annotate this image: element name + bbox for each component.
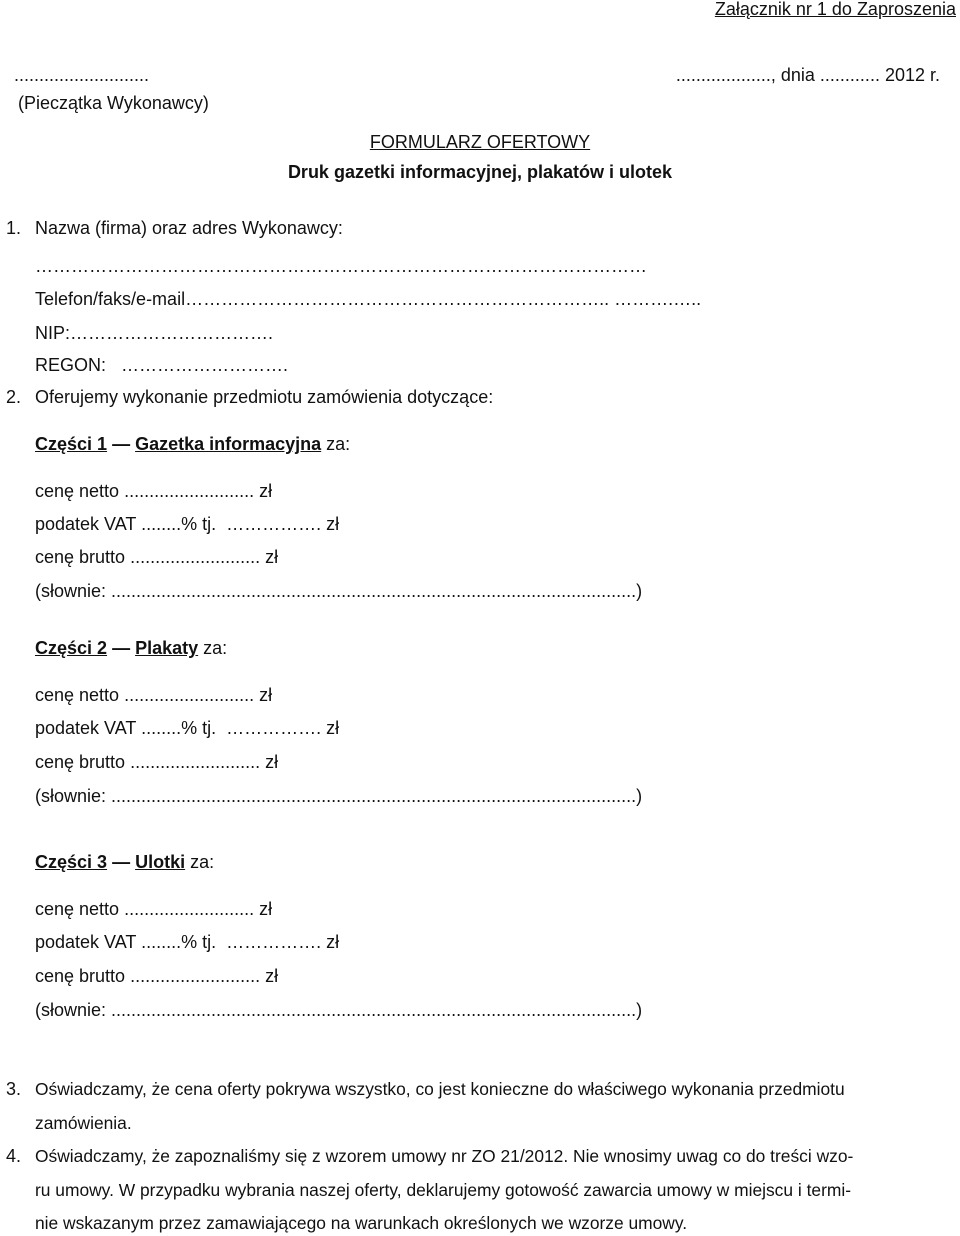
section4-line: Oświadczamy, że zapoznaliśmy się z wzorem umowy nr ZO 21/2012. Nie wnosimy uwag co do treści wzo- [35,1146,854,1166]
section2-label: Oferujemy wykonanie przedmiotu zamówienia dotyczące: [35,387,494,407]
section4-line: ru umowy. W przypadku wybrania naszej oferty, deklarujemy gotowość zawarcia umowy w miejscu i termi- [35,1180,852,1200]
part-name: Ulotki [135,852,186,872]
part-za: za: [321,434,351,454]
in-words-field[interactable]: (słownie: .........................................................................................................) [35,786,643,806]
part-heading [35,433,350,455]
part-heading [35,851,214,873]
attachment-label: Załącznik nr 1 do Zaproszenia [714,0,956,19]
in-words-field[interactable]: (słownie: .........................................................................................................) [35,1000,643,1020]
part-za: za: [185,852,215,872]
section4-number: 4. [6,1146,22,1166]
part-number: Części 1 [35,434,108,454]
part-za: za: [198,638,228,658]
part-dash: — [112,852,131,872]
section3-line: Oświadczamy, że cena oferty pokrywa wszystko, co jest konieczne do właściwego wykonania przedmiotu [35,1079,845,1099]
page-title: FORMULARZ OFERTOWY [369,132,591,152]
section3-line: zamówienia. [35,1113,132,1133]
part-number: Części 3 [35,852,108,872]
page-subtitle: Druk gazetki informacyjnej, plakatów i ulotek [287,162,673,182]
vat-field[interactable]: podatek VAT ........% tj. ……………. zł [35,514,340,534]
section2-number: 2. [6,387,22,407]
part-dash: — [112,434,131,454]
contact-field[interactable]: Telefon/faks/e-mail…………………………………………………………….. ……….….. [35,289,702,309]
part-name: Plakaty [135,638,199,658]
gross-price-field[interactable]: cenę brutto .......................... zł [35,547,279,567]
net-price-field[interactable]: cenę netto .......................... zł [35,481,273,501]
gross-price-field[interactable]: cenę brutto .......................... zł [35,752,279,772]
section1-number: 1. [6,218,22,238]
regon-field[interactable]: REGON: ………………………. [35,355,289,375]
vat-field[interactable]: podatek VAT ........% tj. ……………. zł [35,718,340,738]
vat-field[interactable]: podatek VAT ........% tj. ……………. zł [35,932,340,952]
part-number: Części 2 [35,638,108,658]
section4-line: nie wskazanym przez zamawiającego na warunkach określonych we wzorze umowy. [35,1213,688,1233]
place-date: ..................., dnia ............ 2012 r. [675,65,940,85]
nip-field[interactable]: NIP:……………………………. [35,323,274,343]
stamp-label: (Pieczątka Wykonawcy) [18,93,209,113]
part-dash: — [112,638,131,658]
net-price-field[interactable]: cenę netto .......................... zł [35,899,273,919]
address-field[interactable]: ………………………………………………………………………………………… [35,256,647,276]
section1-label: Nazwa (firma) oraz adres Wykonawcy: [35,218,343,238]
in-words-field[interactable]: (słownie: .........................................................................................................) [35,581,643,601]
stamp-dots: ........................... [14,65,150,85]
net-price-field[interactable]: cenę netto .......................... zł [35,685,273,705]
section3-number: 3. [6,1079,22,1099]
gross-price-field[interactable]: cenę brutto .......................... zł [35,966,279,986]
part-heading [35,637,227,659]
part-name: Gazetka informacyjna [135,434,322,454]
